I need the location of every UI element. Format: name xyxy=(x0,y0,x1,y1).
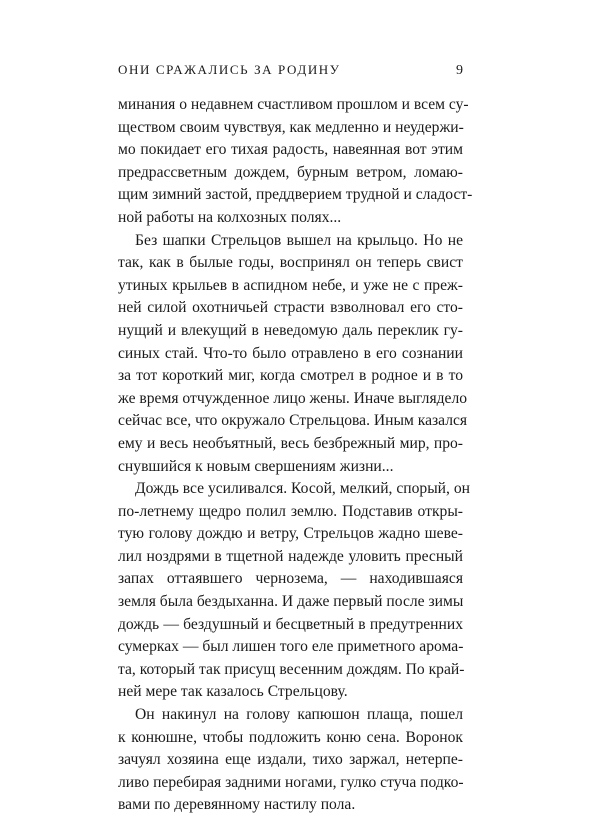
text-line: зачуял хозяина еще издали, тихо заржал, нетерпе- xyxy=(118,751,463,769)
text-line: нущий и влекущий в неведомую даль переклик гу- xyxy=(118,321,463,339)
text-line: по-летнему щедро полил землю. Подставив откры- xyxy=(118,502,463,520)
text-line: утиных крыльев в аспидном небе, и уже не с преж- xyxy=(118,276,463,294)
text-line: запах оттаявшего чернозема, — находившаяся xyxy=(118,570,463,588)
text-line: минания о недавнем счастливом прошлом и всем су- xyxy=(118,96,469,113)
text-line: к конюшне, чтобы подложить коню сена. Воронок xyxy=(118,728,463,746)
text-line: ливо перебирая задними ногами, гулко стуча подко- xyxy=(118,773,464,791)
text-line: снувшийся к новым свершениям жизни... xyxy=(118,457,394,475)
text-line: сумерках — был лишен того еле приметного арома- xyxy=(118,638,464,656)
text-line: ней силой охотничьей страсти взволновал его сто- xyxy=(118,299,463,317)
text-line: так, как в былые годы, воспринял он теперь свист xyxy=(118,254,463,272)
text-line: за тот короткий миг, когда смотрел в родное и в то xyxy=(118,367,463,385)
text-line: предрассветным дождем, бурным ветром, ломаю- xyxy=(118,163,463,181)
text-line: ществом своим чувствуя, как медленно и неудержи- xyxy=(118,118,464,136)
page-number: 9 xyxy=(456,63,463,78)
text-line: вами по деревянному настилу пола. xyxy=(118,796,356,814)
text-line: Он накинул на голову капюшон плаща, пошел xyxy=(135,706,463,724)
running-title: ОНИ СРАЖАЛИСЬ ЗА РОДИНУ xyxy=(118,62,341,77)
text-line: тую голову дождю и ветру, Стрельцов жадно шеве- xyxy=(118,525,463,543)
text-line: ней мере так казалось Стрельцову. xyxy=(118,683,348,701)
text-line: Дождь все усиливался. Косой, мелкий, спорый, он xyxy=(135,480,470,498)
text-line: лил ноздрями в тщетной надежде уловить пресный xyxy=(118,547,463,565)
text-line: щим зимний застой, преддверием трудной и сладост- xyxy=(118,186,473,204)
body-text xyxy=(118,94,473,817)
text-line: же время отчужденное лицо жены. Иначе выглядело xyxy=(118,389,468,407)
text-line: синых стай. Что-то было отравлено в его сознании xyxy=(118,344,463,362)
text-line: ной работы на колхозных полях... xyxy=(118,208,342,226)
text-line: земля была бездыханна. И даже первый после зимы xyxy=(118,593,464,611)
text-line: та, который так присущ весенним дождям. По край- xyxy=(118,660,465,678)
text-line: Без шапки Стрельцов вышел на крыльцо. Но не xyxy=(135,231,463,249)
text-line: сейчас все, что окружало Стрельцова. Иным казался xyxy=(118,412,468,430)
text-line: ему и весь необъятный, весь безбрежный мир, про- xyxy=(118,434,463,452)
running-header xyxy=(118,62,463,84)
text-line: дождь — бездушный и бесцветный в предутренних xyxy=(118,615,463,633)
text-line: мо покидает его тихая радость, навеянная вот этим xyxy=(118,141,463,159)
